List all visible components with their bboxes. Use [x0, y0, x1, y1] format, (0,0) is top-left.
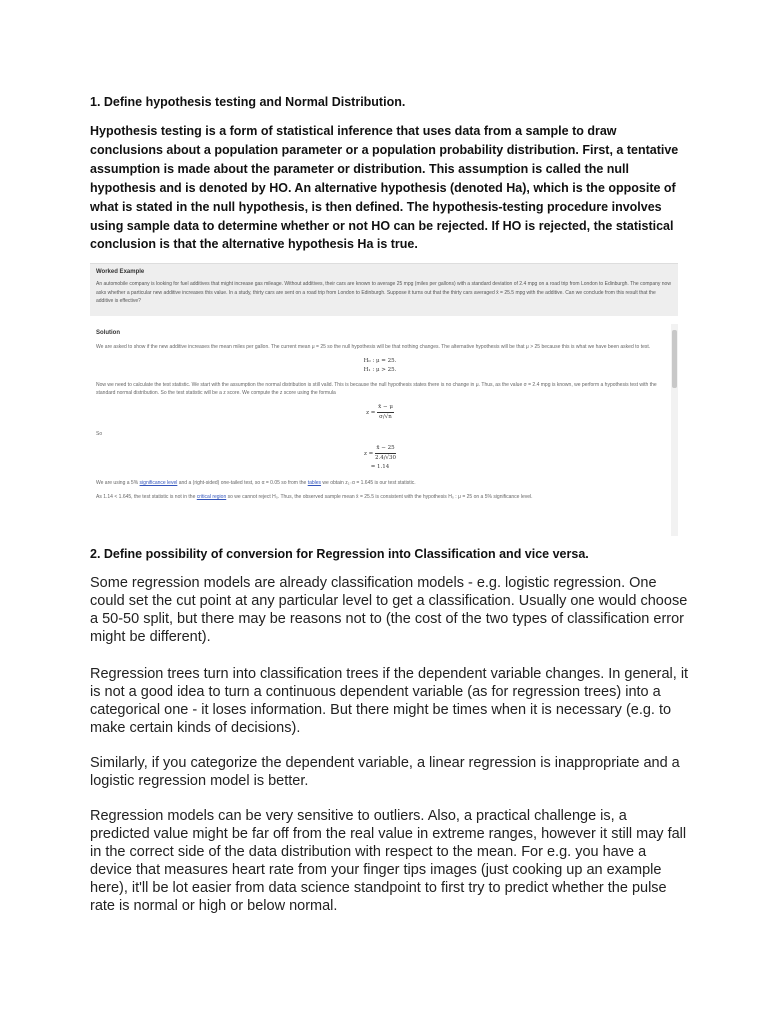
- z-formula-numerator: x̄ − μ: [377, 403, 394, 413]
- tables-link[interactable]: tables: [307, 480, 322, 486]
- figure-scrollbar[interactable]: [671, 324, 678, 536]
- worked-example-title: Worked Example: [96, 269, 145, 275]
- z-formula-lhs: z =: [366, 410, 376, 416]
- question-2-paragraph-2: Regression trees turn into classification trees if the dependent variable changes. In general, it is not a good idea to turn a continuous dependent variable (as for regression trees) into a categorical one - it loses information. But there might be times when it is necessary (e.g. to make certain kinds of decisions).: [90, 666, 689, 736]
- question-2-paragraph-1: Some regression models are already classification models - e.g. logistic regression. One could set the cut point at any particular level to get a classification. Usually one would choose a 50-50 split, but there may be reasons not to (the cost of the two types of classification error might be different).: [90, 575, 688, 645]
- worked-example-screenshot: [90, 263, 678, 536]
- z-calculation: [96, 444, 664, 463]
- so-label: So: [96, 431, 103, 437]
- solution-paragraph-3: [96, 479, 664, 487]
- critical-region-link[interactable]: critical region: [196, 494, 227, 500]
- z-calc-result: = 1.14: [370, 464, 390, 470]
- solution-box: [90, 324, 670, 536]
- question-2-paragraph-3: Similarly, if you categorize the dependent variable, a linear regression is inappropriate and a logistic regression model is better.: [90, 755, 680, 789]
- z-calc-fraction: [375, 444, 396, 463]
- figure-scrollbar-thumb[interactable]: [672, 330, 677, 388]
- worked-example-box: [90, 264, 678, 316]
- sol-p3-text-c: we obtain z₁₋α = 1.645 is our test statistic.: [321, 480, 416, 486]
- z-calc-numerator: x̄ − 25: [375, 444, 396, 454]
- question-1-answer: Hypothesis testing is a form of statistical inference that uses data from a sample to draw conclusions about a population parameter or a population probability distribution. First, a tentative assumption is made about the parameter or distribution. This assumption is called the null hypothesis and is denoted by HO. An alternative hypothesis (denoted Ha), which is the opposite of what is stated in the null hypothesis, is then defined. The hypothesis-testing procedure involves using sample data to determine whether or not HO can be rejected. If HO is rejected, the statistical conclusion is that the alternative hypothesis Ha is true.: [90, 124, 679, 252]
- worked-example-text: An automobile company is looking for fuel additives that might increase gas mileage. Without additives, their cars are known to average 25 mpg (miles per gallons) with a standard deviation of 2.4 mpg on a road trip from London to Edinburgh. The company now asks whether a particular new additive increases this value. In a study, thirty cars are sent on a road trip from London to Edinburgh. Suppose it turns out that the thirty cars averaged x̄ = 25.5 mpg with the additive. Can we conclude from this result that the additive is effective?: [96, 281, 671, 304]
- solution-paragraph-4: [96, 493, 664, 501]
- sol-p4-text-b: so we cannot reject H₀. Thus, the observed sample mean x̄ = 25.5 is consistent with the hypothesis H₀ : μ = 25 on a 5% significance level.: [226, 494, 533, 500]
- solution-paragraph-2: Now we need to calculate the test statistic. We start with the assumption the normal distribution is still valid. This is because the null hypothesis states there is no change in μ. Thus, as the value σ = 2.4 mpg is known, we perform a hypothesis test with the standard normal distribution. So the test statistic will be a z score. We compute the z score using the formula: [96, 382, 657, 396]
- significance-level-link[interactable]: significance level: [139, 480, 178, 486]
- question-2-paragraph-4: Regression models can be very sensitive to outliers. Also, a practical challenge is, a predicted value might be far off from the real value in extreme ranges, however it still may fall in the correct side of the data distribution with respect to the mean. For e.g. you have a device that measures heart rate from your finger tips images (just cooking up an example here), it'll be lot easier from data science standpoint to first try to predict whether the pulse rate is normal or high or below normal.: [90, 808, 687, 914]
- solution-title: Solution: [96, 330, 120, 336]
- alternative-hypothesis: H₁ : μ > 25.: [363, 367, 397, 373]
- z-calc-denominator: 2.4/√30: [374, 455, 397, 461]
- z-formula: [96, 403, 664, 422]
- z-formula-fraction: [377, 403, 394, 422]
- question-2-title: 2. Define possibility of conversion for Regression into Classification and vice versa.: [90, 547, 589, 561]
- z-formula-denominator: σ/√n: [379, 414, 392, 420]
- solution-paragraph-1: We are asked to show if the new additive increases the mean miles per gallon. The current mean μ = 25 so the null hypothesis will be that nothing changes. The alternative hypothesis will be that μ > 25 because this is what we have been asked to test.: [96, 344, 651, 350]
- sol-p3-text-b: and a (right-sided) one-tailed test, so α = 0.05 so from the: [177, 480, 308, 486]
- question-1-title: 1. Define hypothesis testing and Normal Distribution.: [90, 95, 406, 109]
- null-hypothesis: H₀ : μ = 25.: [363, 358, 397, 364]
- sol-p3-text-a: We are using a 5%: [96, 480, 140, 486]
- z-calc-lhs: z =: [363, 451, 374, 457]
- sol-p4-text-a: As 1.14 < 1.645, the test statistic is not in the: [96, 494, 197, 500]
